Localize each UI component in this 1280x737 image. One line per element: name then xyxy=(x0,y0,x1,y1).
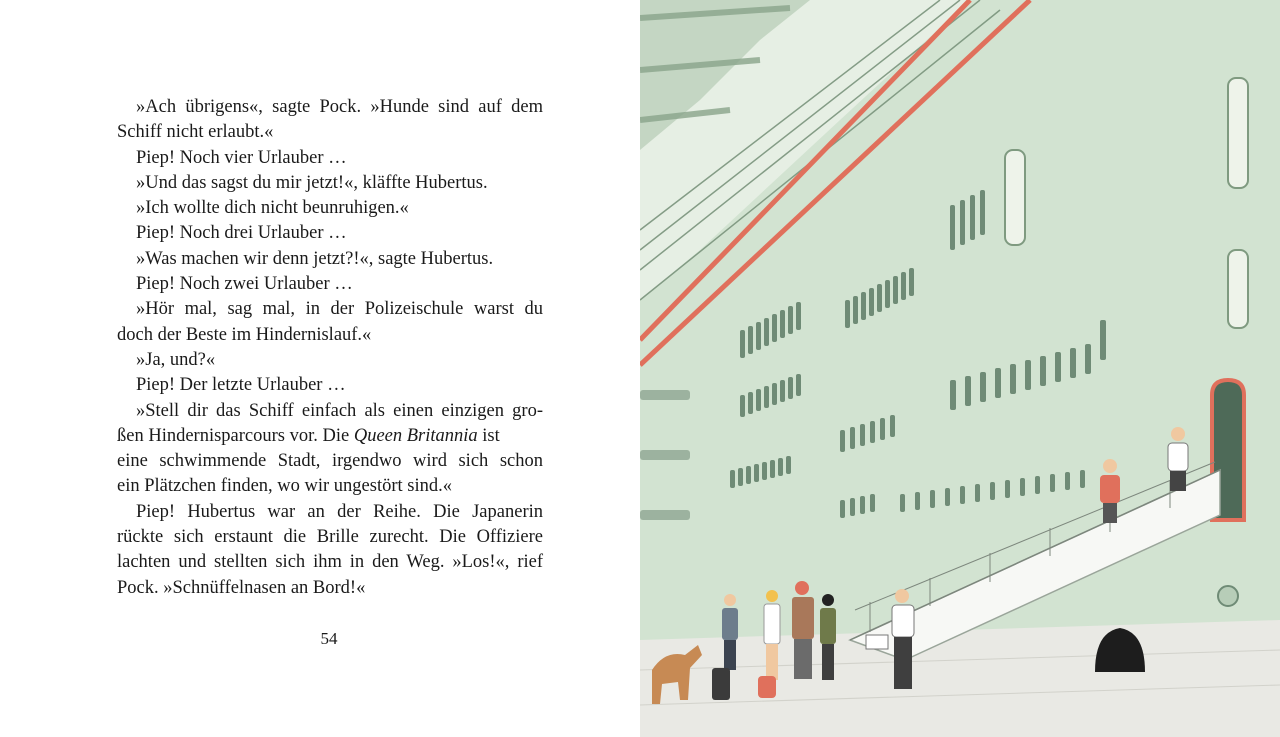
porthole xyxy=(1218,586,1238,606)
text-line: Piep! Der letzte Urlauber … xyxy=(136,375,346,396)
text-line: eine schwimmende Stadt, irgendwo wird sich schon xyxy=(117,451,543,472)
text-line: »Ach übrigens«, sagte Pock. »Hunde sind auf dem xyxy=(136,97,543,117)
ship-name: Queen Britannia xyxy=(353,425,478,446)
text-line: »Ich wollte dich nicht beunruhigen.« xyxy=(136,198,409,219)
text-line: »Ja, und?« xyxy=(136,349,216,370)
text-line: rückte sich erstaunt die Brille zurecht. Die Offiziere xyxy=(117,527,543,548)
text-line: Piep! Noch zwei Urlauber … xyxy=(136,274,353,295)
text-line: ein Plätzchen finden, wo wir ungestört sind.« xyxy=(117,476,452,497)
text-line: »Und das sagst du mir jetzt!«, kläffte Hubertus. xyxy=(136,172,488,193)
text-line: doch der Beste im Hindernislauf.« xyxy=(117,324,372,345)
text-line: »Stell dir das Schiff einfach als einen einzigen gro- xyxy=(136,400,543,421)
text-line: Schiff nicht erlaubt.« xyxy=(117,122,274,143)
text-line: Pock. »Schnüffelnasen an Bord!« xyxy=(117,577,366,598)
text-line: »Was machen wir denn jetzt?!«, sagte Hubertus. xyxy=(136,248,494,269)
text-segment: ßen Hindernisparcours vor. Die xyxy=(117,425,354,446)
story-text xyxy=(117,95,543,601)
right-page-illustration xyxy=(640,0,1280,737)
text-line: Piep! Noch drei Urlauber … xyxy=(136,223,347,244)
text-segment: ist xyxy=(477,425,500,446)
page-number: 54 xyxy=(320,629,338,648)
text-line: Piep! Hubertus war an der Reihe. Die Japanerin xyxy=(136,501,543,522)
text-line: »Hör mal, sag mal, in der Polizeischule warst du xyxy=(136,299,543,320)
text-line: lachten und stellten sich ihm in den Weg. »Los!«, rief xyxy=(117,552,543,573)
cruise-ship-boarding-illustration xyxy=(640,0,1280,737)
text-line: Piep! Noch vier Urlauber … xyxy=(136,147,347,168)
text-line xyxy=(117,424,543,449)
